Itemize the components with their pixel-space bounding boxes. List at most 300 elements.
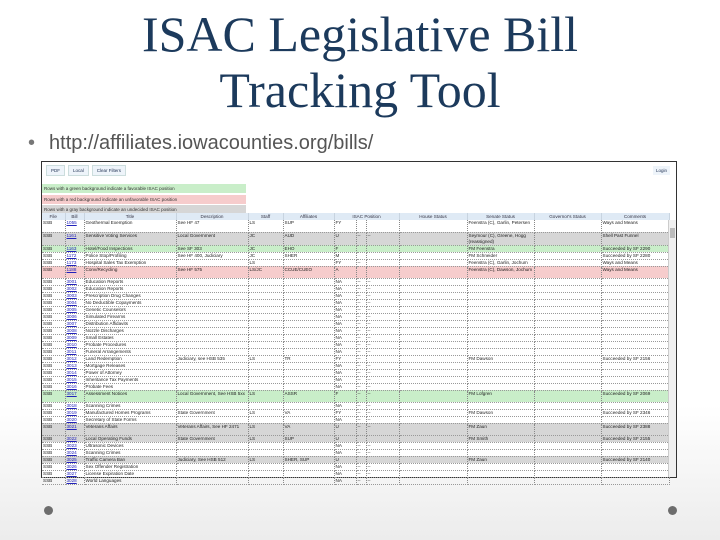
table-cell: [176, 327, 248, 334]
table-row[interactable]: [42, 334, 669, 341]
table-cell: [356, 220, 366, 232]
table-cell: Sex Offender Registration: [84, 463, 176, 470]
table-cell: U: [334, 456, 356, 463]
bill-link[interactable]: 1173: [66, 259, 77, 265]
table-cell: [65, 369, 84, 376]
table-cell: Power of Attorney: [84, 369, 176, 376]
table-cell: [534, 232, 601, 245]
table-row[interactable]: [42, 285, 669, 292]
table-cell: SSB: [42, 220, 65, 232]
table-cell: SHER: [283, 252, 334, 259]
table-cell: [467, 292, 534, 299]
table-cell: [176, 402, 248, 409]
table-cell: [283, 348, 334, 355]
table-cell: [283, 383, 334, 390]
table-cell: Succeeded by SF 2388: [601, 423, 669, 435]
table-cell: [65, 285, 84, 292]
column-header[interactable]: Governor's Status: [534, 213, 601, 220]
bill-link[interactable]: 3024: [66, 449, 77, 455]
table-row[interactable]: [42, 232, 669, 245]
table-cell: [601, 320, 669, 327]
column-header[interactable]: ISAC Position: [334, 213, 399, 220]
table-cell: SSB: [42, 327, 65, 334]
table-cell: SSB: [42, 313, 65, 320]
table-row[interactable]: [42, 355, 669, 362]
bill-link[interactable]: 3006: [66, 313, 77, 319]
app-screenshot: [41, 161, 677, 483]
table-cell: FM Dawson: [467, 409, 534, 416]
table-cell: [399, 327, 467, 334]
table-cell: JC: [248, 232, 283, 245]
table-cell: --: [366, 477, 399, 484]
table-cell: NA: [334, 470, 356, 477]
table-cell: [248, 416, 283, 423]
table-row[interactable]: [42, 402, 669, 409]
column-header[interactable]: Staff: [248, 213, 283, 220]
table-cell: Manufactured Homes Programs: [84, 409, 176, 416]
table-cell: NA: [334, 299, 356, 306]
slide-title: [0, 6, 720, 118]
table-cell: Funeral Arrangements: [84, 348, 176, 355]
table-cell: [399, 285, 467, 292]
table-cell: [399, 442, 467, 449]
bill-link[interactable]: 3023: [66, 442, 77, 448]
table-cell: [534, 292, 601, 299]
bill-link[interactable]: 1161: [66, 232, 77, 238]
table-cell: --: [366, 470, 399, 477]
table-cell: [399, 423, 467, 435]
table-cell: FY: [334, 220, 356, 232]
table-cell: [366, 435, 399, 442]
table-cell: [283, 285, 334, 292]
table-cell: [176, 376, 248, 383]
table-cell: [534, 266, 601, 278]
clear-filters-button[interactable]: Clear Filters: [92, 165, 126, 176]
bill-link[interactable]: 1172: [66, 252, 77, 258]
table-cell: Succeeded by SF 2290: [601, 245, 669, 252]
title-line-1: ISAC Legislative Bill: [141, 6, 579, 62]
table-cell: License Expiration Date: [84, 470, 176, 477]
table-row[interactable]: [42, 327, 669, 334]
bill-link[interactable]: 3008: [66, 327, 77, 333]
table-cell: --: [366, 369, 399, 376]
table-row[interactable]: [42, 220, 669, 232]
table-cell: [366, 355, 399, 362]
table-cell: FY: [334, 355, 356, 362]
table-cell: --: [356, 278, 366, 285]
table-cell: See HF 47: [176, 220, 248, 232]
table-cell: --: [366, 313, 399, 320]
table-row[interactable]: [42, 416, 669, 423]
table-cell: SSB: [42, 402, 65, 409]
table-cell: [248, 442, 283, 449]
table-row[interactable]: [42, 470, 669, 477]
table-cell: NA: [334, 306, 356, 313]
table-cell: [601, 334, 669, 341]
table-cell: SSB: [42, 299, 65, 306]
table-cell: Feenstra (C), Garlin, Jochum: [467, 259, 534, 266]
table-cell: SHER, SUP: [283, 456, 334, 463]
table-cell: Feenstra (C), Dawson, Jochum: [467, 266, 534, 278]
table-cell: [356, 435, 366, 442]
table-cell: AUD: [283, 232, 334, 245]
table-cell: Probate Procedures: [84, 341, 176, 348]
table-cell: [601, 313, 669, 320]
table-cell: Small Estates: [84, 334, 176, 341]
table-cell: [601, 306, 669, 313]
table-cell: [248, 299, 283, 306]
bill-link[interactable]: 3003: [66, 292, 77, 298]
table-cell: Mortgage Releases: [84, 362, 176, 369]
table-cell: LS/JC: [248, 266, 283, 278]
bill-link[interactable]: 3016: [66, 383, 77, 389]
table-cell: --: [366, 390, 399, 402]
table-cell: --: [366, 463, 399, 470]
table-cell: [65, 470, 84, 477]
table-cell: SSB: [42, 383, 65, 390]
table-cell: [283, 416, 334, 423]
table-cell: SSB: [42, 369, 65, 376]
bill-link[interactable]: 3028: [66, 477, 77, 483]
table-row[interactable]: [42, 423, 669, 435]
table-cell: Assessment Notices: [84, 390, 176, 402]
table-cell: [248, 383, 283, 390]
table-cell: NA: [334, 416, 356, 423]
table-cell: [399, 409, 467, 416]
table-cell: World Languages: [84, 477, 176, 484]
bill-link[interactable]: 3009: [66, 334, 77, 340]
table-cell: Ways and Means: [601, 266, 669, 278]
table-cell: F: [334, 390, 356, 402]
table-cell: [65, 477, 84, 484]
table-cell: LS: [248, 423, 283, 435]
bill-link[interactable]: 3015: [66, 376, 77, 382]
table-cell: Education Reports: [84, 278, 176, 285]
table-row[interactable]: [42, 442, 669, 449]
table-cell: SSB: [42, 306, 65, 313]
table-cell: --: [356, 341, 366, 348]
table-cell: --: [366, 341, 399, 348]
table-cell: [65, 376, 84, 383]
bill-link[interactable]: 3001: [66, 278, 77, 284]
table-cell: SSB: [42, 259, 65, 266]
table-cell: [283, 320, 334, 327]
bill-link[interactable]: 3020: [66, 416, 77, 422]
table-cell: LS: [248, 456, 283, 463]
bill-table: [42, 213, 670, 485]
table-cell: [176, 348, 248, 355]
bill-link[interactable]: 3012: [66, 355, 77, 361]
table-row[interactable]: [42, 306, 669, 313]
bill-link[interactable]: 3025: [66, 456, 77, 462]
table-row[interactable]: [42, 320, 669, 327]
table-cell: [65, 341, 84, 348]
table-cell: --: [366, 416, 399, 423]
table-cell: Ways and Means: [601, 259, 669, 266]
table-cell: [467, 348, 534, 355]
table-row[interactable]: [42, 259, 669, 266]
table-cell: SSB: [42, 245, 65, 252]
table-cell: [248, 292, 283, 299]
bill-link[interactable]: 3011: [66, 348, 77, 354]
table-cell: [248, 477, 283, 484]
table-cell: [65, 232, 84, 245]
table-cell: NA: [334, 327, 356, 334]
table-cell: [534, 259, 601, 266]
table-cell: [399, 383, 467, 390]
bill-link[interactable]: 3022: [66, 435, 77, 441]
table-cell: NA: [334, 402, 356, 409]
table-cell: LS: [248, 435, 283, 442]
table-cell: NA: [334, 442, 356, 449]
table-row[interactable]: [42, 348, 669, 355]
bill-link[interactable]: 3026: [66, 463, 77, 469]
table-cell: Education Reports: [84, 285, 176, 292]
column-header[interactable]: Senate Status: [467, 213, 534, 220]
table-cell: [65, 245, 84, 252]
table-cell: [176, 383, 248, 390]
column-header[interactable]: Affiliates: [283, 213, 334, 220]
table-cell: [601, 362, 669, 369]
table-cell: [534, 463, 601, 470]
bill-link[interactable]: 3027: [66, 470, 77, 476]
table-cell: NA: [334, 341, 356, 348]
table-cell: [65, 252, 84, 259]
table-cell: [467, 376, 534, 383]
table-cell: [399, 369, 467, 376]
table-cell: --: [356, 355, 366, 362]
table-cell: --: [356, 402, 366, 409]
table-cell: SSB: [42, 449, 65, 456]
scrollbar[interactable]: [668, 220, 676, 477]
table-row[interactable]: [42, 376, 669, 383]
table-cell: [467, 470, 534, 477]
table-cell: --: [366, 376, 399, 383]
table-cell: [366, 456, 399, 463]
table-cell: [601, 470, 669, 477]
table-row[interactable]: [42, 383, 669, 390]
table-cell: [65, 456, 84, 463]
table-row[interactable]: [42, 449, 669, 456]
bill-link[interactable]: 3018: [66, 402, 77, 408]
table-cell: Judiciary, See HSB 512: [176, 456, 248, 463]
table-cell: [534, 416, 601, 423]
table-cell: [534, 390, 601, 402]
login-button[interactable]: Login: [653, 166, 670, 175]
table-cell: --: [356, 383, 366, 390]
table-row[interactable]: [42, 299, 669, 306]
table-cell: SSB: [42, 390, 65, 402]
table-cell: NA: [334, 463, 356, 470]
column-header[interactable]: Title: [84, 213, 176, 220]
bill-link[interactable]: 3005: [66, 306, 77, 312]
table-header: [42, 213, 669, 220]
table-row[interactable]: [42, 313, 669, 320]
bill-link[interactable]: 1055: [66, 220, 77, 225]
table-cell: [176, 285, 248, 292]
table-cell: SSB: [42, 355, 65, 362]
table-cell: [534, 442, 601, 449]
table-cell: [399, 252, 467, 259]
table-cell: [248, 327, 283, 334]
table-cell: --: [356, 376, 366, 383]
table-cell: [248, 470, 283, 477]
table-cell: Ultrasonic Devices: [84, 442, 176, 449]
table-cell: Hospital Sales Tax Exemption: [84, 259, 176, 266]
table-cell: [534, 220, 601, 232]
pdf-button[interactable]: PDF: [46, 165, 65, 176]
table-cell: SSB: [42, 456, 65, 463]
bill-link[interactable]: 3004: [66, 299, 77, 305]
table-cell: [601, 383, 669, 390]
bill-link[interactable]: 3007: [66, 320, 77, 326]
table-cell: --: [366, 327, 399, 334]
table-row[interactable]: [42, 341, 669, 348]
table-row[interactable]: [42, 477, 669, 484]
table-cell: [399, 362, 467, 369]
table-cell: SSB: [42, 376, 65, 383]
table-cell: Prescription Drug Changes: [84, 292, 176, 299]
table-cell: --: [356, 313, 366, 320]
table-cell: [399, 320, 467, 327]
table-row[interactable]: [42, 463, 669, 470]
bill-link[interactable]: 3017: [66, 390, 77, 396]
table-cell: SSB: [42, 463, 65, 470]
table-cell: [467, 442, 534, 449]
table-row[interactable]: [42, 369, 669, 376]
table-row[interactable]: [42, 390, 669, 402]
table-cell: LS: [248, 390, 283, 402]
table-cell: [176, 278, 248, 285]
table-cell: [467, 362, 534, 369]
table-cell: [248, 463, 283, 470]
local-button[interactable]: Local: [68, 165, 89, 176]
table-cell: TR: [283, 355, 334, 362]
table-cell: SSB: [42, 470, 65, 477]
column-header[interactable]: Comments: [601, 213, 669, 220]
table-cell: [601, 369, 669, 376]
bill-link[interactable]: 3014: [66, 369, 77, 375]
table-cell: [534, 348, 601, 355]
bill-link[interactable]: 1188: [66, 266, 77, 272]
table-cell: [248, 313, 283, 320]
table-row[interactable]: [42, 292, 669, 299]
table-row[interactable]: [42, 456, 669, 463]
table-cell: SSB: [42, 416, 65, 423]
table-cell: Simulated Firearms: [84, 313, 176, 320]
table-cell: [467, 416, 534, 423]
table-cell: FM Schneider: [467, 252, 534, 259]
table-row[interactable]: [42, 252, 669, 259]
table-cell: [534, 306, 601, 313]
table-cell: [601, 449, 669, 456]
bill-link[interactable]: 3019: [66, 409, 77, 415]
scrollbar-thumb[interactable]: [670, 228, 675, 238]
table-cell: NA: [334, 376, 356, 383]
column-header[interactable]: House Status: [399, 213, 467, 220]
legend-red: Rows with a red background indicate an unfavorable ISAC position: [42, 195, 246, 204]
table-cell: [65, 220, 84, 232]
table-cell: [399, 259, 467, 266]
table-cell: NA: [334, 369, 356, 376]
bill-link[interactable]: 3010: [66, 341, 77, 347]
table-cell: [65, 449, 84, 456]
table-cell: [65, 327, 84, 334]
legend-gray: Rows with a gray background indicate an undecided ISAC position: [42, 205, 246, 214]
table-cell: JC: [248, 252, 283, 259]
table-cell: [467, 334, 534, 341]
legend-green: Rows with a green background indicate a favorable ISAC position: [42, 184, 246, 193]
table-cell: SSB: [42, 266, 65, 278]
table-cell: [283, 306, 334, 313]
table-cell: [399, 348, 467, 355]
table-cell: [283, 292, 334, 299]
table-cell: [467, 285, 534, 292]
table-cell: [534, 278, 601, 285]
table-cell: [176, 449, 248, 456]
table-cell: [366, 252, 399, 259]
table-row[interactable]: [42, 266, 669, 278]
table-cell: Sensitive Voting Services: [84, 232, 176, 245]
table-row[interactable]: [42, 435, 669, 442]
table-row[interactable]: [42, 245, 669, 252]
table-cell: FY: [334, 409, 356, 416]
table-cell: [283, 341, 334, 348]
table-row[interactable]: [42, 362, 669, 369]
table-cell: [248, 376, 283, 383]
table-cell: [248, 285, 283, 292]
table-cell: [176, 334, 248, 341]
bill-link[interactable]: 3021: [66, 423, 77, 429]
table-cell: --: [366, 402, 399, 409]
column-header[interactable]: File: [42, 213, 65, 220]
table-cell: [467, 477, 534, 484]
table-cell: [601, 463, 669, 470]
table-cell: [283, 470, 334, 477]
table-row[interactable]: [42, 409, 669, 416]
bill-link[interactable]: 1163: [66, 245, 77, 251]
table-cell: [176, 306, 248, 313]
table-cell: --: [366, 320, 399, 327]
table-cell: [467, 313, 534, 320]
bullet-url: http://affiliates.iowacounties.org/bills/: [49, 132, 374, 154]
column-header[interactable]: Description: [176, 213, 248, 220]
bill-link[interactable]: 3002: [66, 285, 77, 291]
table-cell: SSB: [42, 435, 65, 442]
table-cell: [283, 442, 334, 449]
table-cell: [534, 341, 601, 348]
table-cell: [601, 442, 669, 449]
table-cell: [399, 390, 467, 402]
table-cell: Geothermal Exemption: [84, 220, 176, 232]
table-cell: NA: [334, 383, 356, 390]
table-row[interactable]: [42, 278, 669, 285]
column-header[interactable]: Bill: [65, 213, 84, 220]
table-cell: [534, 285, 601, 292]
table-cell: [356, 245, 366, 252]
table-cell: [176, 362, 248, 369]
table-cell: LS: [248, 355, 283, 362]
table-cell: [65, 390, 84, 402]
table-cell: [248, 334, 283, 341]
table-cell: Scanning Crimes: [84, 402, 176, 409]
table-cell: Local Operating Funds: [84, 435, 176, 442]
table-cell: [534, 409, 601, 416]
table-cell: [65, 299, 84, 306]
bill-link[interactable]: 3013: [66, 362, 77, 368]
table-cell: Veterans Affairs: [84, 423, 176, 435]
table-cell: LS: [248, 259, 283, 266]
